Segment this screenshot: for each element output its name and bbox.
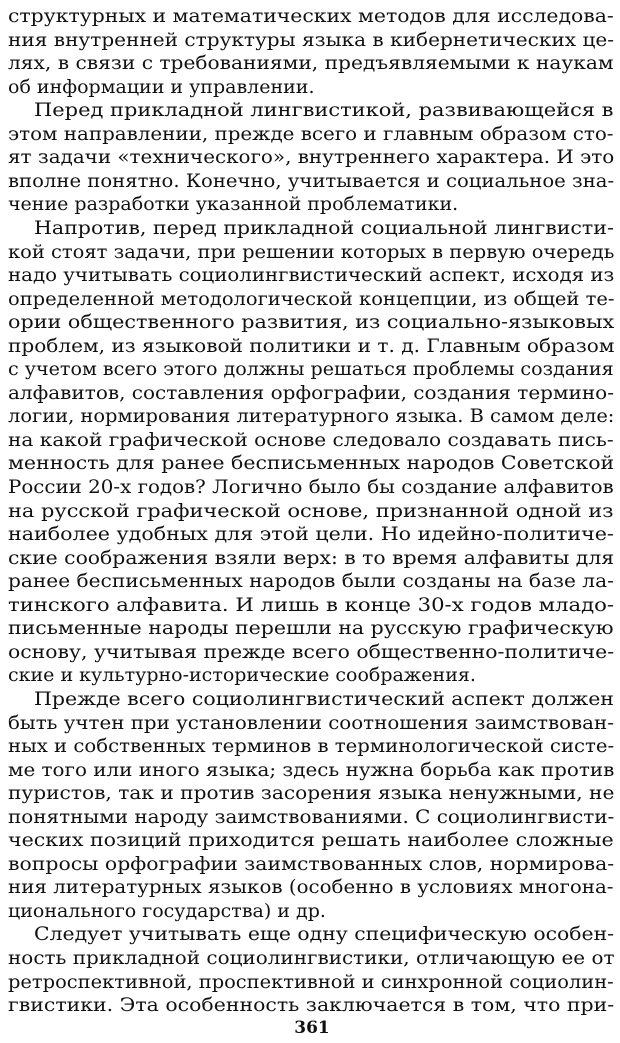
book-page (8, 4, 616, 1039)
text-line: проблем, из языковой политики и т. д. Главным образом (8, 334, 615, 357)
text-line: понятными народу заимствованиями. С социолингвисти- (8, 805, 615, 828)
text-line: тинского алфавита. И лишь в конце 30-х годов младо- (8, 593, 615, 616)
text-line: этом направлении, прежде всего и главным образом сто- (8, 122, 614, 145)
text-line: ме того или иного языка; здесь нужна борьба как против (8, 758, 615, 781)
text-line: вполне понятно. Конечно, учитывается и социальное зна- (8, 169, 615, 192)
text-line: логии, нормирования литературного языка. В самом деле: (8, 405, 615, 428)
text-line: на какой графической основе следовало создавать пись- (8, 428, 614, 451)
text-line: алфавитов, составления орфографии, создания термино- (8, 381, 614, 404)
text-line: структурных и математических методов для исследова- (8, 5, 614, 27)
text-line: менность для ранее бесписьменных народов Советской (8, 452, 615, 475)
text-line: ранее бесписьменных народов были созданы на базе ла- (8, 570, 614, 593)
text-line: пуристов, так и против засорения языка ненужными, не (8, 782, 615, 805)
text-line: ность прикладной социолингвистики, отличающую ее от (8, 947, 615, 969)
text-line: Перед прикладной лингвистикой, развивающейся в (34, 99, 614, 122)
text-line: ские и культурно-исторические соображения. (8, 664, 476, 687)
text-line: кой стоят задачи, при решении которых в первую очередь (8, 240, 615, 263)
text-line: ретроспективной, проспективной и синхронной социолин- (8, 970, 614, 993)
text-line: ния внутренней структуры языка в кибернетических це- (8, 28, 615, 51)
text-line: ят задачи «технического», внутреннего характера. И это (8, 146, 615, 169)
text-line: Напротив, перед прикладной социальной лингвисти- (34, 216, 614, 239)
text-line: на русской графической основе, признанной одной из (8, 499, 614, 522)
text-line: ории общественного развития, из социально-языковых (8, 311, 615, 334)
page-number: 361 (294, 1018, 330, 1038)
text-line: ческих позиций приходится решать наиболее сложные (8, 829, 614, 852)
text-line: России 20-х годов? Логично было бы создание алфавитов (8, 476, 614, 498)
text-line: быть учтен при установлении соотношения заимствован- (8, 711, 614, 734)
text-line: ных и собственных терминов в терминологической систе- (8, 735, 615, 758)
text-line: ционального государства) и др. (8, 899, 326, 922)
text-line: основу, учитывая прежде всего общественно-политиче- (8, 640, 615, 663)
text-line: наиболее удобных для этой цели. Но идейно-политиче- (8, 523, 614, 546)
text-line: лях, в связи с требованиями, предъявляемыми к наукам (8, 52, 614, 75)
text-line: определенной методологической концепции, из общей те- (8, 287, 615, 310)
text-line: письменные народы перешли на русскую графическую (8, 617, 614, 640)
text-line: Следует учитывать еще одну специфическую особен- (34, 923, 615, 946)
text-line: чение разработки указанной проблематики. (8, 193, 459, 216)
text-line: об информации и управлении. (8, 75, 315, 98)
text-line: вопросы орфографии заимствованных слов, нормирова- (8, 852, 615, 875)
text-line: ния литературных языков (особенно в условиях многона- (8, 876, 614, 899)
text-line: ские соображения взяли верх: в то время алфавиты для (8, 546, 615, 569)
text-line: гвистики. Эта особенность заключается в том, что при- (8, 994, 615, 1017)
text-line: надо учитывать социолингвистический аспект, исходя из (8, 264, 615, 287)
text-line: с учетом всего этого должны решаться проблемы создания (8, 358, 614, 381)
text-line: Прежде всего социолингвистический аспект должен (34, 687, 614, 710)
